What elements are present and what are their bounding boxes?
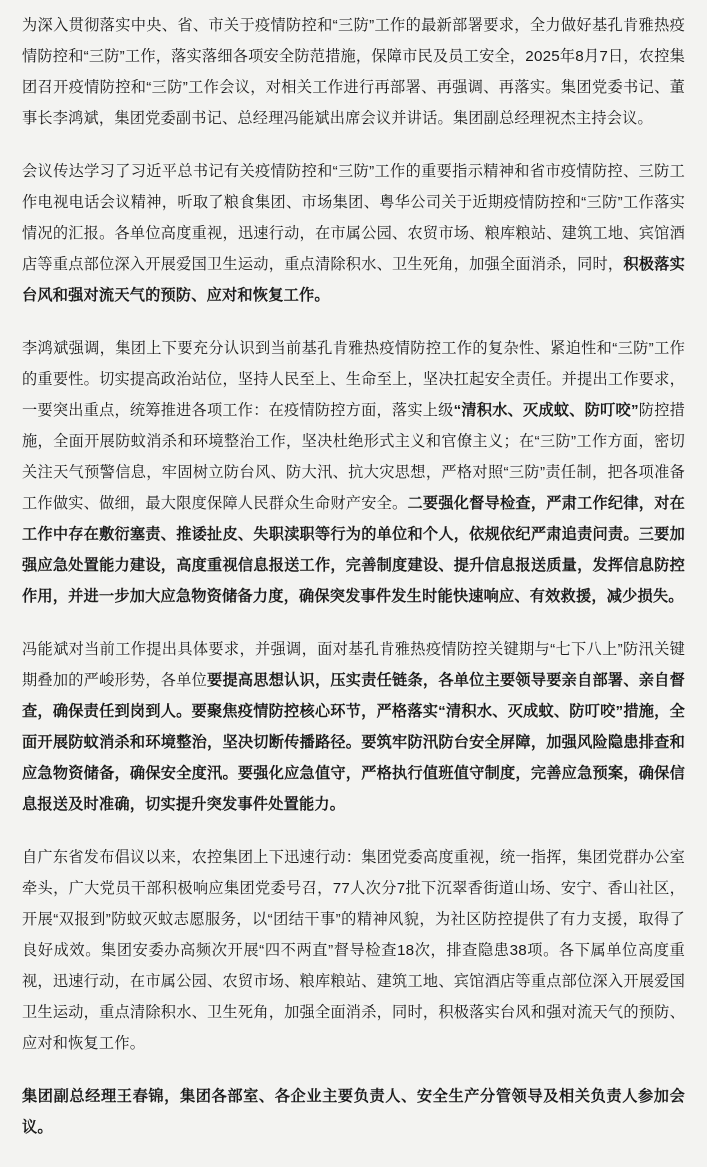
paragraph — [22, 10, 685, 134]
paragraph-emphasis: 集团副总经理王春锦，集团各部室、各企业主要负责人、安全生产分管领导及相关负责人参加会议。 — [22, 1088, 685, 1136]
paragraph-text: 防控措施，全面开展防蚊消杀和环境整治工作，坚决杜绝形式主义和官僚主义；在“三防”工作方面，密切关注天气预警信息，牢固树立防台风、防大汛、抗大灾思想，严格对照“三防”责任制，把各项准备工作做实、做细，最大限度保障人民群众生命财产安全。 — [22, 402, 685, 512]
paragraph — [22, 634, 685, 820]
paragraph-emphasis: “清积水、灭成蚊、防叮咬” — [453, 402, 639, 419]
paragraph-text: 李鸿斌强调，集团上下要充分认识到当前基孔肯雅热疫情防控工作的复杂性、紧迫性和“三防”工作的重要性。切实提高政治站位，坚持人民至上、生命至上，坚决扛起安全责任。并提出工作要求，一要突出重点，统筹推进各项工作：在疫情防控方面，落实上级 — [22, 340, 685, 419]
document-body — [22, 10, 685, 1143]
paragraph-text: 冯能斌对当前工作提出具体要求，并强调，面对基孔肯雅热疫情防控关键期与“七下八上”防汛关键期叠加的严峻形势，各单位 — [22, 641, 685, 689]
paragraph-text: 自广东省发布倡议以来，农控集团上下迅速行动：集团党委高度重视，统一指挥，集团党群办公室牵头，广大党员干部积极响应集团党委号召，77人次分7批下沉翠香街道山场、安宁、香山社区，开展“双报到”防蚊灭蚊志愿服务，以“团结干事”的精神风貌，为社区防控提供了有力支援，取得了良好成效。集团安委办高频次开展“四不两直”督导检查18次，排查隐患38项。各下属单位高度重视，迅速行动，在市属公园、农贸市场、粮库粮站、建筑工地、宾馆酒店等重点部位深入开展爱国卫生运动，重点清除积水、卫生死角，加强全面消杀，同时，积极落实台风和强对流天气的预防、应对和恢复工作。 — [22, 849, 685, 1052]
paragraph-emphasis: 积极落实台风和强对流天气的预防、应对和恢复工作。 — [22, 256, 685, 304]
paragraph-emphasis: 二要强化督导检查，严肃工作纪律，对在工作中存在敷衍塞责、推诿扯皮、失职渎职等行为的单位和个人，依规依纪严肃追责问责。三要加强应急处置能力建设，高度重视信息报送工作，完善制度建设、提升信息报送质量，发挥信息防控作用，并进一步加大应急物资储备力度，确保突发事件发生时能快速响应、有效救援，减少损失。 — [22, 495, 685, 605]
paragraph-emphasis: 要提高思想认识，压实责任链条，各单位主要领导要亲自部署、亲自督查，确保责任到岗到人。要聚焦疫情防控核心环节，严格落实“清积水、灭成蚊、防叮咬”措施，全面开展防蚊消杀和环境整治，坚决切断传播路径。要筑牢防汛防台安全屏障，加强风险隐患排查和应急物资储备，确保安全度汛。要强化应急值守，严格执行值班值守制度，完善应急预案，确保信息报送及时准确，切实提升突发事件处置能力。 — [22, 672, 685, 813]
paragraph — [22, 333, 685, 612]
paragraph — [22, 156, 685, 311]
paragraph — [22, 1081, 685, 1143]
paragraph — [22, 842, 685, 1059]
paragraph-text: 会议传达学习了习近平总书记有关疫情防控和“三防”工作的重要指示精神和省市疫情防控、三防工作电视电话会议精神，听取了粮食集团、市场集团、粤华公司关于近期疫情防控和“三防”工作落实情况的汇报。各单位高度重视，迅速行动，在市属公园、农贸市场、粮库粮站、建筑工地、宾馆酒店等重点部位深入开展爱国卫生运动，重点清除积水、卫生死角，加强全面消杀，同时， — [22, 163, 685, 273]
paragraph-text: 为深入贯彻落实中央、省、市关于疫情防控和“三防”工作的最新部署要求，全力做好基孔肯雅热疫情防控和“三防”工作，落实落细各项安全防范措施，保障市民及员工安全，2025年8月7日，农控集团召开疫情防控和“三防”工作会议，对相关工作进行再部署、再强调、再落实。集团党委书记、董事长李鸿斌，集团党委副书记、总经理冯能斌出席会议并讲话。集团副总经理祝杰主持会议。 — [22, 17, 685, 127]
